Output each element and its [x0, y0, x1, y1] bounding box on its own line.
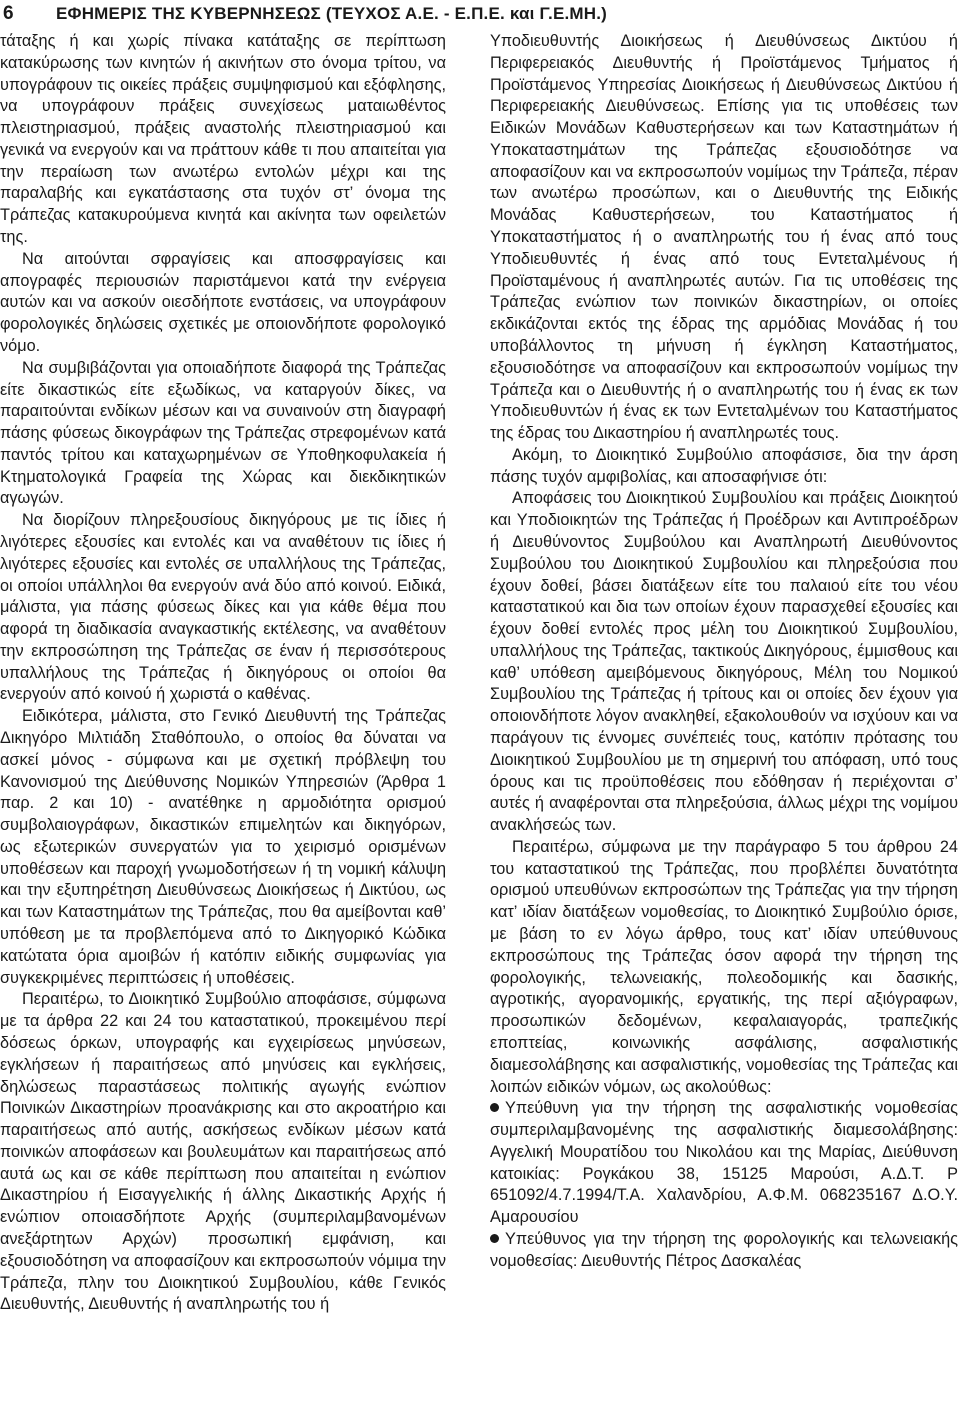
- right-column: [490, 31, 958, 1273]
- bullet-text: Υπεύθυνη για την τήρηση της ασφαλιστικής νομοθεσίας συμπεριλαμβανομένης της ασφαλιστικής διαμεσολάβησης: Αγγελική Μουρατίδου του Νικολάου και της Μαρίας, Διεύθυνση κατοικίας: Ρογκάκου 38, 15125 Μαρούσι, Α.Δ.Τ. Ρ 651092/4.7.1994/Τ.Α. Χαλανδρίου, Α.Φ.Μ. 068235167 Δ.Ο.Υ. Αμαρουσίου: [490, 1099, 958, 1227]
- gazette-running-title: ΕΦΗΜΕΡΙΣ ΤΗΣ ΚΥΒΕΡΝΗΣΕΩΣ (ΤΕΥΧΟΣ Α.Ε. - Ε.Π.Ε. και Γ.Ε.ΜΗ.): [56, 4, 608, 23]
- page-number: 6: [3, 3, 14, 24]
- left-column: [0, 31, 446, 1316]
- paragraph: Αποφάσεις του Διοικητικού Συμβουλίου και πράξεις Διοικητού και Υποδιοικητών της Τράπεζας ή Προέδρων και Αντιπροέδρων ή Διευθύνοντος Συμβούλου και Αναπληρωτή Διευθύνοντος Συμβούλου του Διοικητικού Συμβουλίου και πληρεξούσια που έχουν δοθεί, βάσει διατάξεων είτε του παλαιού είτε του νέου καταστατικού και δια των οποίων έχουν παρασχεθεί εξουσίες και έχουν δοθεί εντολές προς μέλη του Διοικητικού Συμβουλίου, υπαλλήλους της Τράπεζας, τακτικούς Δικηγόρους, έμμισθους και καθ’ υπόθεση αμειβόμενους δικηγόρους, Μέλη του Νομικού Συμβουλίου της Τράπεζας ή τρίτους και οι οποίες δεν έχουν για οποιονδήποτε λόγον ανακληθεί, εξακολουθούν να ισχύουν και να παράγουν τις έννομες συνέπειές τους, κατόπιν πρότασης του Διοικητικού Συμβουλίου με τη σημερινή του απόφαση, υπό τους όρους και τις προϋποθέσεις που εδόθησαν ή περιέχονται σ’ αυτές ή αναφέρονται στα πληρεξούσια, άλλως μέχρι της νομίμου ανακλήσεώς των.: [490, 489, 958, 835]
- paragraph: Υποδιευθυντής Διοικήσεως ή Διευθύνσεως Δικτύου ή Περιφερειακός Διευθυντής ή Προϊστάμενος Τμήματος ή Προϊστάμενος Υπηρεσίας Διοικήσεως ή Διευθύνσεως Δικτύου ή Περιφερειακής Διευθύνσεως. Επίσης για τις υποθέσεις των Ειδικών Μονάδων Καθυστερήσεων και των Καταστημάτων ή Υποκαταστημάτων της Τράπεζας εξουσιοδότησε να αποφασίζουν και να εκπροσωπούν νομίμως την Τράπεζα, πέραν των ανωτέρω προσώπων, και ο Διευθυντής της Ειδικής Μονάδας Καθυστερήσεων, του Καταστήματος ή Υποκαταστήματος ή ο αναπληρωτής του ή ένας από τους Υποδιευθυντές ή ένας από τους Εντεταλμένους ή Προϊσταμένους ή αναπληρωτές αυτών. Για τις υποθέσεις της Τράπεζας ενώπιον των ποινικών δικαστηρίων, οι οποίες εκδικάζονται εκτός της έδρας της αρμόδιας Μονάδας ή του υποβάλλοντος τη μήνυση ή έγκληση Καταστήματος, εξουσιοδότησε να αποφασίζουν και εκπροσωπούν νομίμως την Τράπεζα και ο Διευθυντής ή ο αναπληρωτής του ή ένας εκ των Υποδιευθυντών ή ένας εκ των Εντεταλμένων του Καταστήματος της έδρας του Δικαστηρίου ή αναπληρωτές τους.: [490, 32, 958, 443]
- paragraph: Περαιτέρω, σύμφωνα με την παράγραφο 5 του άρθρου 24 του καταστατικού της Τράπεζας, που προβλέπει δυνατότητα ορισμού υπευθύνων εκπροσώπων της Τράπεζας για την τήρηση κατ’ ιδίαν διατάξεων νομοθεσίας, το Διοικητικό Συμβούλιο όρισε, με βάση το εν λόγω άρθρο, τους κατ’ ιδίαν υπεύθυνους εκπροσώπους της Τράπεζας όσον αφορά την τήρηση της φορολογικής, τελωνειακής, πολεοδομικής και δασικής, αγροτικής, αγορανομικής, εργατικής, της περί αξιόγραφων, προσωπικών δεδομένων, κεφαλαιαγοράς, τραπεζικής εποπτείας, κοινωνικής ασφάλισης, ασφαλιστικής διαμεσολάβησης και ασφαλιστικής, νομοθεσίας της Τράπεζας και λοιπών ειδικών νόμων, ως ακολούθως:: [490, 837, 958, 1096]
- bullet-text: Υπεύθυνος για την τήρηση της φορολογικής και τελωνειακής νομοθεσίας: Διευθυντής Πέτρος Δασκαλέας: [490, 1229, 958, 1270]
- bullet-item: [490, 1229, 958, 1273]
- paragraph: Ειδικότερα, μάλιστα, στο Γενικό Διευθυντή της Τράπεζας Δικηγόρο Μιλτιάδη Σταθόπουλο, ο οποίος θα δύναται να ασκεί μόνος - σύμφωνα και με σχετική πρόβλεψη του Κανονισμού της Διεύθυνσης Νομικών Υπηρεσιών (Άρθρα 1 παρ. 2 και 10) - ανατέθηκε η αρμοδιότητα ορισμού συμβολαιογράφων, δικαστικών επιμελητών και δικηγόρων, ως εξωτερικών συνεργατών για το χειρισμό ορισμένων υποθέσεων και παροχή γνωμοδοτήσεων ή τη νομική κάλυψη και την εξυπηρέτηση Διευθύνσεως Διοικήσεως ή Δικτύου, ως και των Καταστημάτων της Τράπεζας, που θα αμείβονται καθ’ υπόθεση με τα προβλεπόμενα από το Δικηγορικό Κώδικα κατώτατα όρια αμοιβών ή κατόπιν ειδικής συμφωνίας για συγκεκριμένες περιπτώσεις ή υποθέσεις.: [0, 707, 446, 987]
- paragraph: τάταξης ή και χωρίς πίνακα κατάταξης σε περίπτωση κατακύρωσης των κινητών ή ακινήτων στο όνομα τρίτου, να υπογράφουν τις οικείες πράξεις συμψηφισμού και εξόφλησης, να υπογράφουν πράξεις συνεχίσεως ματαιωθέντος πλειστηριασμού, πράξεις αναστολής πλειστηριασμού και γενικά να ενεργούν και να πράττουν κάθε τι που απαιτείται για την περαίωση των ανωτέρω εντολών μέχρι και της παραλαβής και εγκατάστασης στα τυχόν στ’ όνομα της Τράπεζας κατακυρούμενα κινητά και ακίνητα των οφειλετών της.: [0, 32, 446, 247]
- bullet-item: [490, 1098, 958, 1229]
- bullet-icon: [490, 1103, 499, 1112]
- paragraph: Να διορίζουν πληρεξουσίους δικηγόρους με τις ίδιες ή λιγότερες εξουσίες και εντολές και να αναθέτουν τις ίδιες ή λιγότερες εξουσίες και εντολές σε υπαλλήλους της Τράπεζας, οι οποίοι υπάλληλοι θα ενεργούν ανά δύο από κοινού. Ειδικά, μάλιστα, για πάσης φύσεως δίκες και για κάθε θέμα που αφορά τη διαδικασία αναγκαστικής εκτέλεσης, να αναθέτουν την εκπροσώπηση της Τράπεζας σε έναν ή περισσότερους υπαλλήλους της Τράπεζας ή δικηγόρους οι οποίοι θα ενεργούν από κοινού ή χωριστά ο καθένας.: [0, 511, 446, 704]
- paragraph: Να συμβιβάζονται για οποιαδήποτε διαφορά της Τράπεζας είτε δικαστικώς είτε εξωδίκως, να καταργούν δίκες, να παραιτούνται ενδίκων μέσων και να συναινούν στη διαγραφή πάσης φύσεως δικογράφων της Τράπεζας στρεφομένων κατά παντός τρίτου και καταχωρημένων σε Υποθηκοφυλακεία ή Κτηματολογικά Γραφεία της Χώρας και διεκδικητικών αγωγών.: [0, 358, 446, 508]
- running-header: [0, 0, 960, 30]
- paragraph: Ακόμη, το Διοικητικό Συμβούλιο αποφάσισε, δια την άρση πάσης τυχόν αμφιβολίας, και αποσαφήνισε ότι:: [490, 445, 958, 486]
- paragraph: Να αιτούνται σφραγίσεις και αποσφραγίσεις και απογραφές περιουσιών παριστάμενοι κατά την ενέργεια αυτών και να ασκούν οιεσδήποτε ενστάσεις, να υπογράφουν φορολογικές δηλώσεις σχετικές με οποιονδήποτε φορολογικό νόμο.: [0, 249, 446, 355]
- bullet-icon: [490, 1234, 499, 1243]
- paragraph: Περαιτέρω, το Διοικητικό Συμβούλιο αποφάσισε, σύμφωνα με τα άρθρα 22 και 24 του καταστατικού, προκειμένου περί δόσεως όρκων, υπογραφής και εγχειρίσεως μηνύσεων, εγκλήσεων ή παραιτήσεως από μηνύσεις και εγκλήσεις, δηλώσεως παραστάσεως πολιτικής αγωγής ενώπιον Ποινικών Δικαστηρίων προανάκρισης και στο ακροατήριο και παραιτήσεως από αυτής, ασκήσεως ενδίκων μέσων κατά ποινικών αποφάσεων και βουλευμάτων και παραιτήσεως από αυτά ως και σε κάθε περίπτωση που απαιτείται η ενώπιον Δικαστηρίου ή Εισαγγελικής ή άλλης Δικαστικής Αρχής ή ενώπιον οποιασδήποτε Αρχής (συμπεριλαμβανομένων ανεξάρτητων Αρχών) προσωπική εμφάνιση, και εξουσιοδότηση να αποφασίζουν και εκπροσωπούν νόμιμα την Τράπεζα, πλην του Διοικητικού Συμβουλίου, κάθε Γενικός Διευθυντής, Διευθυντής ή αναπληρωτής του ή: [0, 990, 446, 1314]
